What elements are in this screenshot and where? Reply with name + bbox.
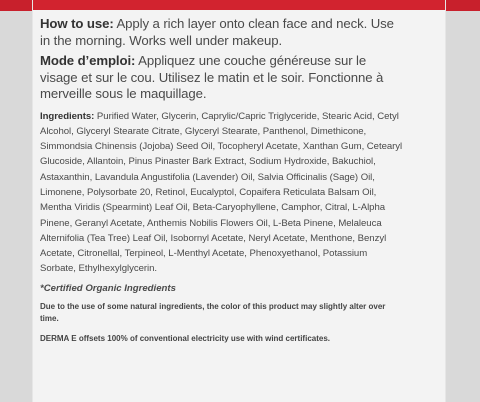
how-to-use-label: How to use: [40, 16, 114, 31]
how-to-use-section [40, 16, 405, 49]
how-to-use-text: Apply a rich layer onto clean face and neck. Use in the morning. Works well under makeup. [40, 16, 394, 48]
electricity-note: DERMA E offsets 100% of conventional electricity use with wind certificates. [40, 333, 330, 343]
ingredients-section [40, 109, 405, 277]
ingredients-label: Ingredients: [40, 110, 95, 122]
mode-emploi-label: Mode d’emploi: [40, 53, 136, 68]
mode-emploi-text: Appliquez une couche généreuse sur le visage et sur le cou. Utilisez le matin et le soir. Fonctionne à merveille sous le maquillage. [40, 53, 384, 101]
label-top-stripe [33, 0, 445, 10]
ingredients-text: Purified Water, Glycerin, Caprylic/Capric Triglyceride, Stearic Acid, Cetyl Alcohol, Glyceryl Stearate Citrate, Glyceryl Stearate, Panthenol, Dimethicone, Simmondsia Chinensis (Jojoba) Seed Oil, Tocopheryl Acetate, Xanthan Gum, Cetearyl Glucoside, Allantoin, Pinus Pinaster Bark Extract, Sodium Hydroxide, Bakuchiol, Astaxanthin, Lavandula Angustifolia (Lavender) Oil, Salvia Officinalis (Sage) Oil, Limonene, Polysorbate 20, Retinol, Eucalyptol, Copaifera Reticulata Balsam Oil, Mentha Viridis (Spearmint) Leaf Oil, Beta-Caryophyllene, Camphor, Citral, L-Alpha Pinene, Geranyl Acetate, Anthemis Nobilis Flowers Oil, L-Beta Pinene, Melaleuca Alternifolia (Tea Tree) Leaf Oil, Isobornyl Acetate, Neryl Acetate, Menthone, Benzyl Acetate, Citronellal, Terpineol, L-Menthyl Acetate, Phenoxyethanol, Potassium Sorbate, Ethylhexylglycerin. [40, 110, 403, 275]
mode-emploi-section [40, 53, 405, 103]
natural-ingredients-note: Due to the use of some natural ingredients, the color of this product may slightly alter over time. [40, 301, 386, 324]
certified-organic-note: *Certified Organic Ingredients [40, 282, 176, 294]
label-content [40, 16, 405, 345]
